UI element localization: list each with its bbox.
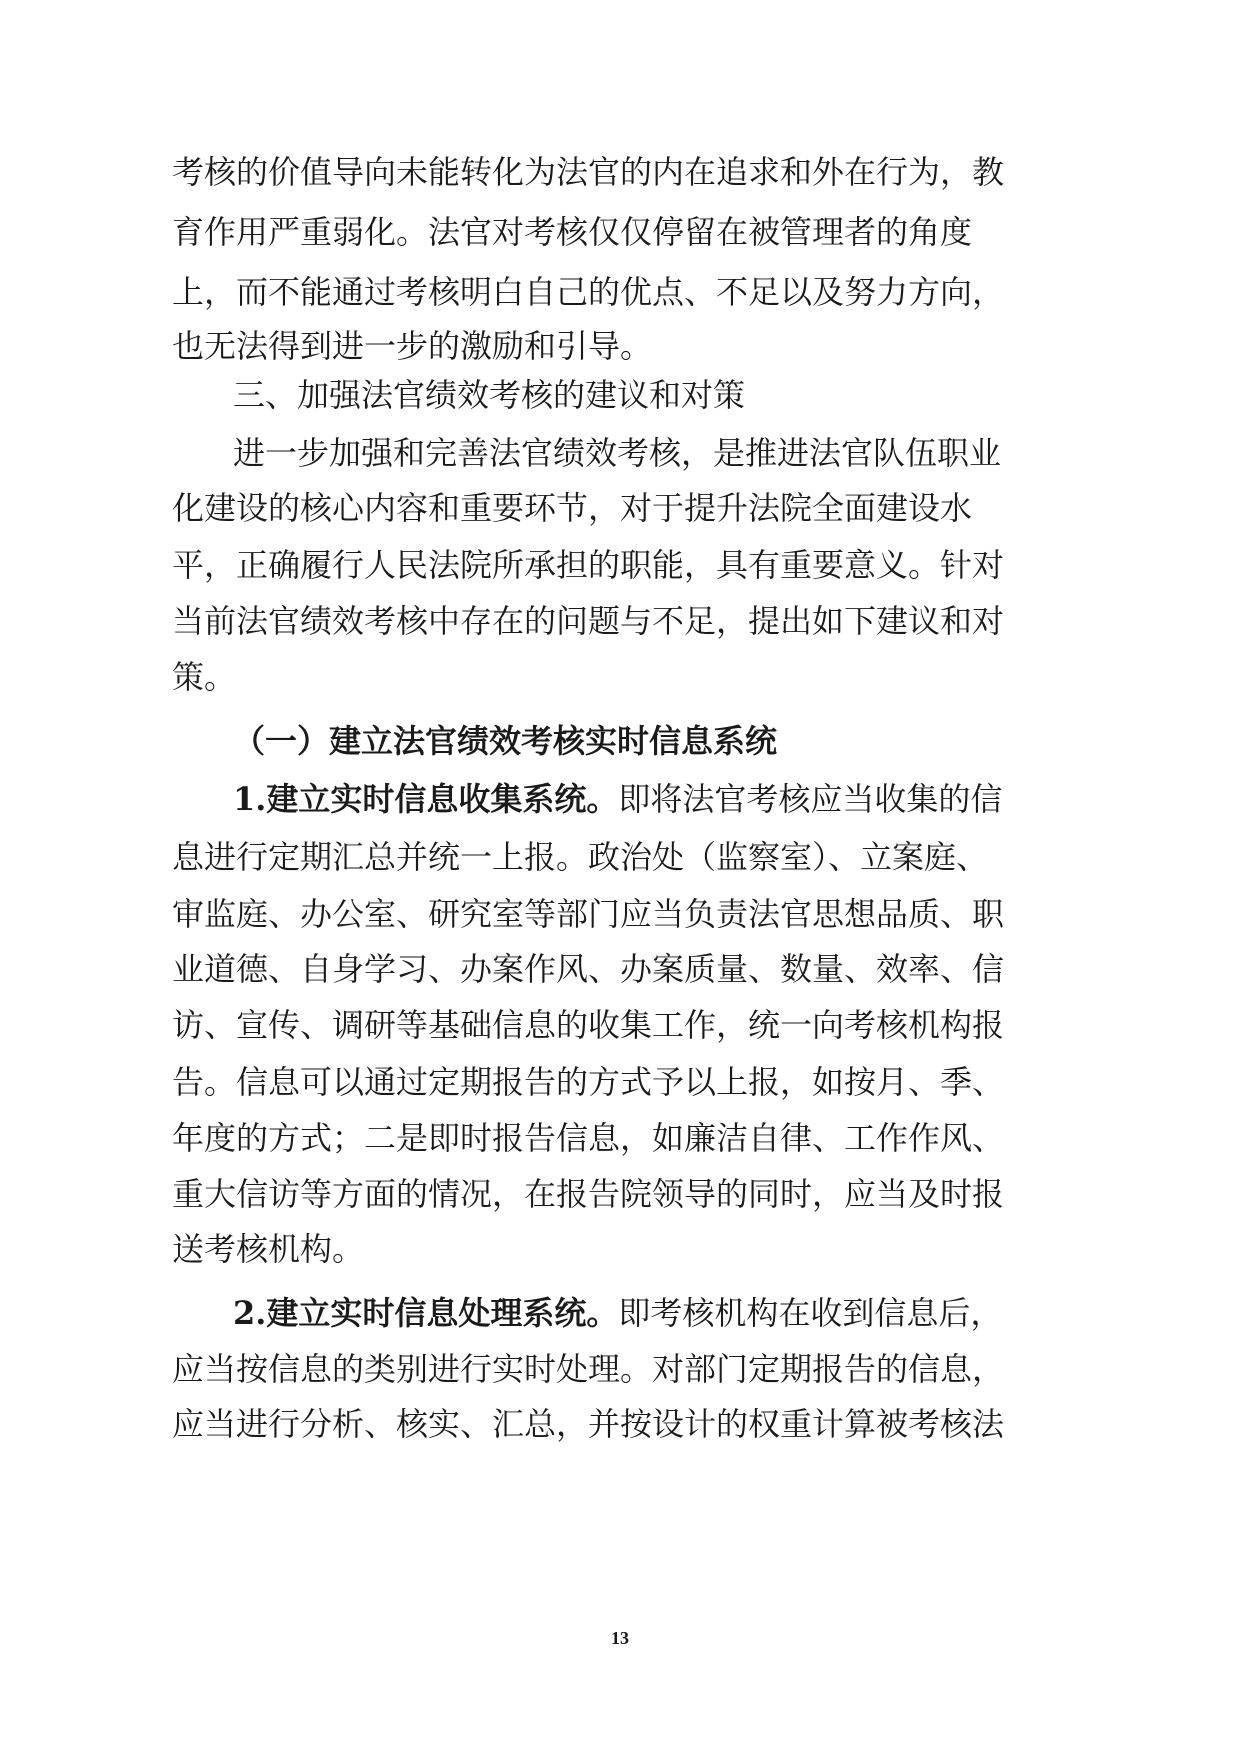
- paragraph-line: 平，正确履行人民法院所承担的职能，具有重要意义。针对: [172, 546, 1005, 584]
- item-lead: 1.建立实时信息收集系统。: [233, 780, 619, 818]
- paragraph-line: 育作用严重弱化。法官对考核仅仅停留在被管理者的角度: [172, 213, 973, 251]
- page-number: 13: [611, 1628, 629, 1648]
- paragraph-line: 息进行定期汇总并统一上报。政治处（监察室）、立案庭、: [172, 838, 989, 876]
- paragraph-line: 化建设的核心内容和重要环节，对于提升法院全面建设水: [172, 489, 973, 527]
- item-lead: 2.建立实时信息处理系统。: [233, 1294, 619, 1332]
- paragraph-line: 考核的价值导向未能转化为法官的内在追求和外在行为，教: [172, 153, 1005, 191]
- paragraph-line: 应当进行分析、核实、汇总，并按设计的权重计算被考核法: [172, 1405, 1005, 1443]
- paragraph-line: 上，而不能通过考核明白自己的优点、不足以及努力方向，: [172, 273, 1005, 311]
- paragraph-line: 审监庭、办公室、研究室等部门应当负责法官思想品质、职: [172, 895, 1005, 933]
- paragraph-line: 应当按信息的类别进行实时处理。对部门定期报告的信息，: [172, 1350, 1005, 1388]
- subsection-heading: （一）建立法官绩效考核实时信息系统: [233, 722, 778, 760]
- item-text: 即将法官考核应当收集的信: [618, 780, 1003, 818]
- paragraph-line: 业道德、自身学习、办案作风、办案质量、数量、效率、信: [172, 950, 1005, 988]
- paragraph-line-first: [233, 768, 1003, 830]
- paragraph-line: 年度的方式；二是即时报告信息，如廉洁自律、工作作风、: [172, 1119, 1005, 1157]
- paragraph-line: 当前法官绩效考核中存在的问题与不足，提出如下建议和对: [172, 602, 1005, 640]
- paragraph-line-first: [233, 1282, 1003, 1344]
- paragraph-line: 访、宣传、调研等基础信息的收集工作，统一向考核机构报: [172, 1006, 1005, 1044]
- paragraph-line: 告。信息可以通过定期报告的方式予以上报，如按月、季、: [172, 1063, 1005, 1101]
- section-heading: 三、加强法官绩效考核的建议和对策: [233, 376, 746, 414]
- paragraph-line: 也无法得到进一步的激励和引导。: [172, 327, 653, 365]
- paragraph-line: 送考核机构。: [172, 1230, 365, 1268]
- item-text: 即考核机构在收到信息后，: [618, 1294, 1003, 1332]
- paragraph-line: 重大信访等方面的情况，在报告院领导的同时，应当及时报: [172, 1175, 1005, 1213]
- paragraph-line: 进一步加强和完善法官绩效考核，是推进法官队伍职业: [233, 434, 1002, 472]
- paragraph-line: 策。: [172, 658, 237, 696]
